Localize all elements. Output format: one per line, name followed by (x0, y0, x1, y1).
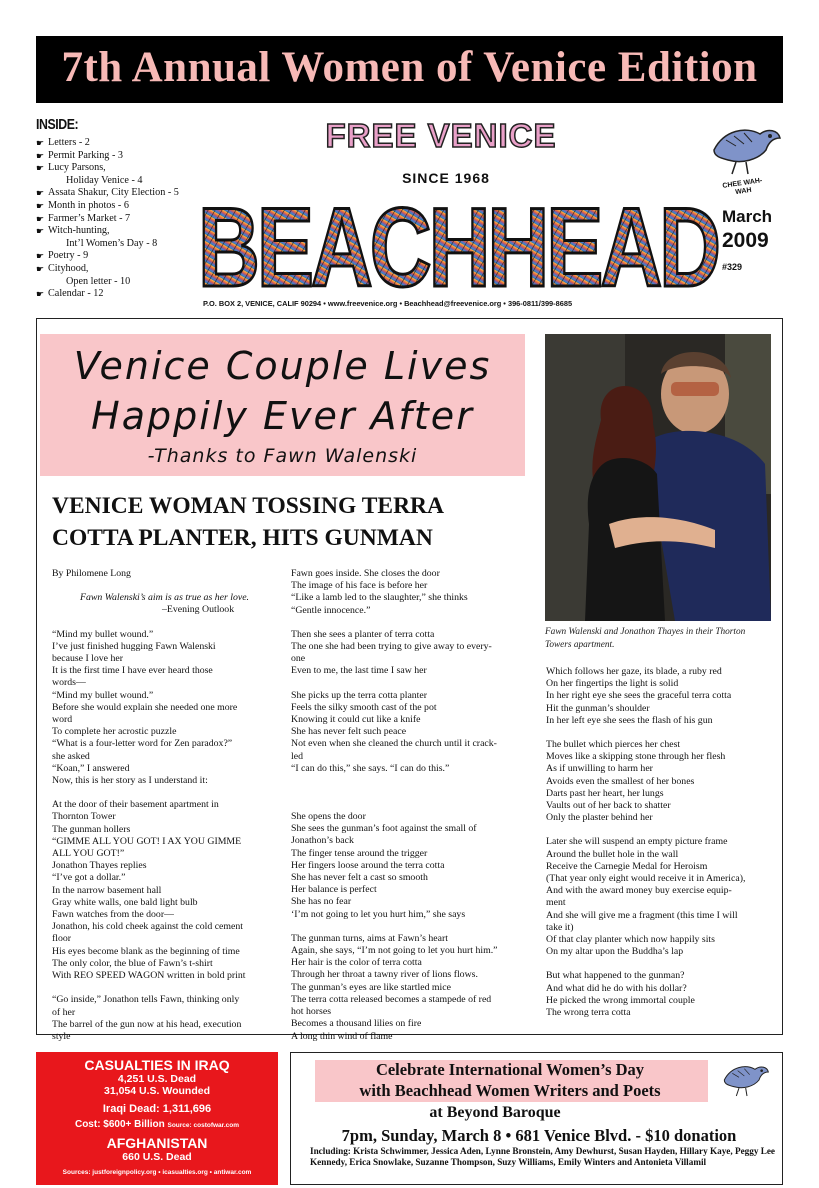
poem-line: “I’ve got a dollar.” (52, 872, 126, 884)
iraqi-dead: Iraqi Dead: 1,311,696 (102, 1103, 212, 1115)
article-column-1 (52, 568, 277, 1043)
poem-line: Jonathon Thayes replies (52, 860, 147, 872)
article-subhead: VENICE WOMAN TOSSING TERRA COTTA PLANTER, HITS GUNMAN (52, 493, 443, 551)
inside-item-continuation: Holiday Venice - 4 (66, 174, 143, 186)
poem-line: Jonathon, his cold cheek against the cold cement (52, 921, 243, 933)
headline-panel (40, 334, 525, 476)
poem-line: At the door of their basement apartment in (52, 799, 219, 811)
poem-line: Moves like a skipping stone through her flesh (546, 751, 726, 763)
beachhead-logo (194, 186, 722, 296)
poem-line: “Like a lamb led to the slaughter,” she thinks (291, 592, 468, 604)
poem-line (52, 982, 277, 994)
poem-line: Becomes a thousand lilies on fire (291, 1018, 422, 1030)
poem-line: As if unwilling to harm her (546, 763, 653, 775)
epigraph: Fawn Walenski’s aim is as true as her love. (80, 592, 249, 604)
poem-line: She has never felt a cast so smooth (291, 872, 428, 884)
war-cost-value: Cost: $600+ Billion (74, 1119, 165, 1130)
free-venice-logo: FREE VENICE (325, 117, 557, 154)
poem-line: Through her throat a tawny river of lions flows. (291, 969, 478, 981)
poem-line: words— (52, 677, 86, 689)
poem-line (546, 727, 776, 739)
poem-line: Later she will suspend an empty picture frame (546, 836, 728, 848)
poem-line: His eyes become blank as the beginning of time (52, 945, 240, 957)
poem-line: The only color, the blue of Fawn’s t-shirt (52, 957, 213, 969)
inside-item (36, 288, 201, 301)
since-label: SINCE 1968 (402, 170, 490, 186)
inside-item-label: Month in photos - 6 (48, 199, 129, 211)
poem-line (291, 617, 529, 629)
us-dead: 4,251 U.S. Dead (117, 1073, 197, 1085)
poem-line: Hit the gunman’s shoulder (546, 702, 650, 714)
photo-caption: Fawn Walenski and Jonathon Thayes in their Thorton Towers apartment. (545, 627, 746, 650)
poem-line: With REO SPEED WAGON written in bold print (52, 970, 246, 982)
issue-month: March (722, 207, 773, 226)
masthead (194, 112, 722, 297)
poem-line: But what happened to the gunman? (546, 970, 685, 982)
poem-line: “Go inside,” Jonathon tells Fawn, thinking only (52, 994, 240, 1006)
inside-item-label: Farmer’s Market - 7 (48, 212, 131, 224)
poem-line: Only the plaster behind her (546, 812, 653, 824)
issue-year: 2009 (722, 229, 769, 252)
poem-line: Which follows her gaze, its blade, a ruby red (546, 666, 722, 677)
poem-line: Now, this is her story as I understand it: (52, 775, 208, 787)
headline-line-1: Venice Couple Lives (73, 344, 492, 388)
pointing-hand-icon: ☛ (36, 213, 45, 224)
inside-item-continuation: Int’l Women’s Day - 8 (66, 237, 158, 249)
poem-line: It is the first time I have ever heard those (52, 665, 213, 677)
poem-line: To complete her acrostic puzzle (52, 726, 177, 738)
masthead-address: P.O. BOX 2, VENICE, CALIF 90294 • www.freevenice.org • Beachhead@freevenice.org • 396-0811/399-8685 (203, 299, 573, 308)
pointing-hand-icon: ☛ (36, 188, 45, 199)
edition-banner (36, 36, 783, 103)
poem-line: “GIMME ALL YOU GOT! I AX YOU GIMME (52, 835, 242, 847)
poem-line: The image of his face is before her (291, 580, 428, 592)
article-column-3 (546, 666, 776, 1019)
poem-line: She picks up the terra cotta planter (291, 689, 428, 701)
poem-line: Her hair is the color of terra cotta (291, 957, 422, 969)
poem-line (291, 678, 529, 690)
poem-line: The one she had been trying to give away to every- (291, 641, 492, 653)
pointing-hand-icon: ☛ (36, 289, 45, 300)
article-column-2 (291, 568, 529, 1043)
poem-line: In her left eye she sees the flash of his gun (546, 714, 713, 726)
poem-line: led (291, 750, 303, 762)
war-cost-source: Source: costofwar.com (167, 1122, 240, 1129)
poem-line: On her fingertips the light is solid (546, 678, 679, 690)
event-time-place: 7pm, Sunday, March 8 • 681 Venice Blvd. - $10 donation (341, 1126, 737, 1145)
inside-title: INSIDE: (36, 116, 79, 133)
poem-line (291, 787, 529, 799)
inside-item-label: Witch-hunting, (48, 225, 110, 237)
poem-line: Again, she says, “I’m not going to let you hurt him.” (291, 945, 498, 957)
inside-item (36, 213, 201, 226)
inside-item-label: Calendar - 12 (48, 288, 104, 300)
poem-line: Fawn watches from the door— (52, 909, 174, 921)
event-title-line-1: Celebrate International Women’s Day (375, 1060, 645, 1079)
poem-line: On my altar upon the Buddha’s lap (546, 946, 684, 958)
poem-line: ALL YOU GOT!” (52, 848, 125, 860)
inside-item (36, 187, 201, 200)
poem-line: And what did he do with his dollar? (546, 982, 687, 994)
inside-item (36, 137, 201, 150)
issue-info (722, 206, 784, 272)
casualties-box (36, 1052, 278, 1185)
poem-line (546, 958, 776, 970)
inside-item (36, 200, 201, 213)
poem-line: Fawn goes inside. She closes the door (291, 568, 440, 579)
pointing-hand-icon: ☛ (36, 163, 45, 174)
inside-item (36, 162, 201, 187)
inside-list (36, 137, 201, 301)
poem-line: floor (52, 933, 72, 945)
poem-line: “What is a four-letter word for Zen paradox?” (52, 738, 233, 750)
poem-line: In the narrow basement hall (52, 884, 162, 896)
poem-line: The wrong terra cotta (546, 1007, 631, 1019)
casualties-sources: Sources: justforeignpolicy.org • icasualties.org • antiwar.com (62, 1169, 252, 1176)
poem-line (52, 787, 277, 799)
poem-line: The gunman hollers (52, 823, 131, 835)
poem-line: Before she would explain she needed one more (52, 701, 238, 713)
bird-caption: CHEE WAH-WAH (722, 177, 763, 197)
poem-line: And with the award money buy exercise equip- (546, 885, 732, 897)
poem-line: Avoids even the smallest of her bones (546, 775, 695, 787)
poem-line: she asked (52, 750, 90, 762)
event-bird-icon (716, 1060, 774, 1112)
poem-line: She opens the door (291, 811, 366, 823)
poem-line: In her right eye she sees the graceful terra cotta (546, 690, 732, 702)
poem-line: Around the bullet hole in the wall (546, 848, 679, 860)
couple-photo (545, 334, 771, 621)
epigraph-source: –Evening Outlook (162, 604, 235, 616)
poem-line: ment (546, 897, 566, 909)
poem-line: The terra cotta released becomes a stampede of red (291, 993, 492, 1005)
poem-line (291, 799, 529, 811)
poem-line: The finger tense around the trigger (291, 847, 428, 859)
poem-line: She sees the gunman’s foot against the small of (291, 823, 477, 835)
afghanistan-dead: 660 U.S. Dead (122, 1151, 192, 1163)
afghanistan-title: AFGHANISTAN (106, 1135, 208, 1151)
pointing-hand-icon: ☛ (36, 226, 45, 237)
poem-line (546, 824, 776, 836)
event-participants: Including: Krista Schwimmer, Jessica Aden, Lynne Bronstein, Amy Dewhurst, Susan Hayden, Hillary Kaye, Peggy Lee Kennedy, Erica Snowlake, Suzanne Thompson, Suzy Williams, Emily Winters and Antonieta Villamil (310, 1146, 776, 1168)
poem-line: I’ve just finished hugging Fawn Walenski (52, 640, 216, 652)
poem-line: one (291, 653, 306, 665)
poem-line: Jonathon’s back (291, 835, 354, 847)
poem-line: of her (52, 1006, 76, 1018)
poem-line: “Mind my bullet wound.” (52, 628, 154, 640)
poem-line: Of that clay planter which now happily sits (546, 934, 715, 946)
poem-line: ‘I’m not going to let you hurt him,” she says (291, 908, 466, 920)
inside-contents (36, 116, 201, 301)
inside-item-label: Permit Parking - 3 (48, 149, 123, 161)
poem-line: Gray white walls, one bald light bulb (52, 896, 198, 908)
headline-line-2: Happily Ever After (91, 394, 474, 438)
poem-line: “Gentle innocence.” (291, 604, 371, 616)
event-title-line-2: with Beachhead Women Writers and Poets (359, 1081, 661, 1100)
poem-line: The gunman turns, aims at Fawn’s heart (291, 932, 448, 944)
column-2-lines (291, 568, 529, 1043)
poem-line: And she will give me a fragment (this time I will (546, 909, 738, 921)
inside-item-label: Cityhood, (48, 262, 89, 274)
pointing-hand-icon: ☛ (36, 200, 45, 211)
poem-line: A long thin wind of flame (291, 1030, 393, 1042)
poem-line: “Koan,” I answered (52, 762, 130, 774)
poem-line: Not even when she cleaned the church until it crack- (291, 738, 497, 750)
poem-line: take it) (546, 921, 574, 933)
war-cost (36, 1118, 278, 1132)
poem-line: Even to me, the last time I saw her (291, 665, 427, 677)
poem-line: Her balance is perfect (291, 884, 377, 896)
issue-number: #329 (722, 262, 743, 272)
column-1-lines (52, 629, 277, 1044)
poem-line: “Mind my bullet wound.” (52, 689, 154, 701)
inside-item-label: Lucy Parsons, (48, 162, 106, 174)
poem-line: Then she sees a planter of terra cotta (291, 628, 435, 640)
poem-line: Receive the Carnegie Medal for Heroism (546, 860, 708, 872)
poem-line: (That year only eight would receive it in America), (546, 873, 746, 885)
poem-line: The bullet which pierces her chest (546, 739, 681, 751)
poem-line: He picked the wrong immortal couple (546, 994, 695, 1006)
inside-item (36, 263, 201, 288)
pointing-hand-icon: ☛ (36, 263, 45, 274)
poem-line: Feels the silky smooth cast of the pot (291, 701, 437, 713)
poem-line: The barrel of the gun now at his head, execution (52, 1018, 242, 1030)
poem-line (291, 775, 529, 787)
pointing-hand-icon: ☛ (36, 138, 45, 148)
inside-item-label: Assata Shakur, City Election - 5 (48, 187, 179, 199)
poem-line: because I love her (52, 653, 123, 665)
us-wounded: 31,054 U.S. Wounded (104, 1085, 210, 1097)
event-venue: at Beyond Baroque (429, 1104, 561, 1121)
pointing-hand-icon: ☛ (36, 251, 45, 262)
inside-item (36, 250, 201, 263)
poem-line: She has no fear (291, 896, 352, 908)
poem-line: She has never felt such peace (291, 726, 407, 738)
poem-line: Knowing it could cut like a knife (291, 714, 421, 726)
poem-line: “I can do this,” she says. “I can do this.” (291, 762, 450, 774)
poem-line: The gunman’s eyes are like startled mice (291, 981, 451, 993)
headline-line-3: -Thanks to Fawn Walenski (147, 445, 418, 467)
poem-line: Vaults out of her back to shatter (546, 800, 671, 812)
poem-line (291, 921, 529, 933)
poem-line: word (52, 714, 73, 726)
poem-line: hot horses (291, 1006, 332, 1018)
casualties-title: CASUALTIES IN IRAQ (84, 1057, 230, 1073)
poem-line: style (52, 1030, 71, 1042)
byline: By Philomene Long (52, 568, 131, 579)
edition-title: 7th Annual Women of Venice Edition (61, 44, 758, 91)
inside-item-continuation: Open letter - 10 (66, 275, 131, 287)
column-3-lines (546, 666, 776, 1019)
poem-line: Darts past her heart, her lungs (546, 787, 664, 799)
inside-item-label: Letters - 2 (48, 137, 90, 148)
inside-item-label: Poetry - 9 (48, 250, 89, 262)
pointing-hand-icon: ☛ (36, 150, 45, 161)
poem-line: Her fingers loose around the terra cotta (291, 859, 445, 871)
poem-line: Thornton Tower (52, 811, 116, 823)
beachhead-wordmark: BEACHHEAD (198, 186, 719, 296)
inside-item (36, 225, 201, 250)
inside-item (36, 150, 201, 163)
